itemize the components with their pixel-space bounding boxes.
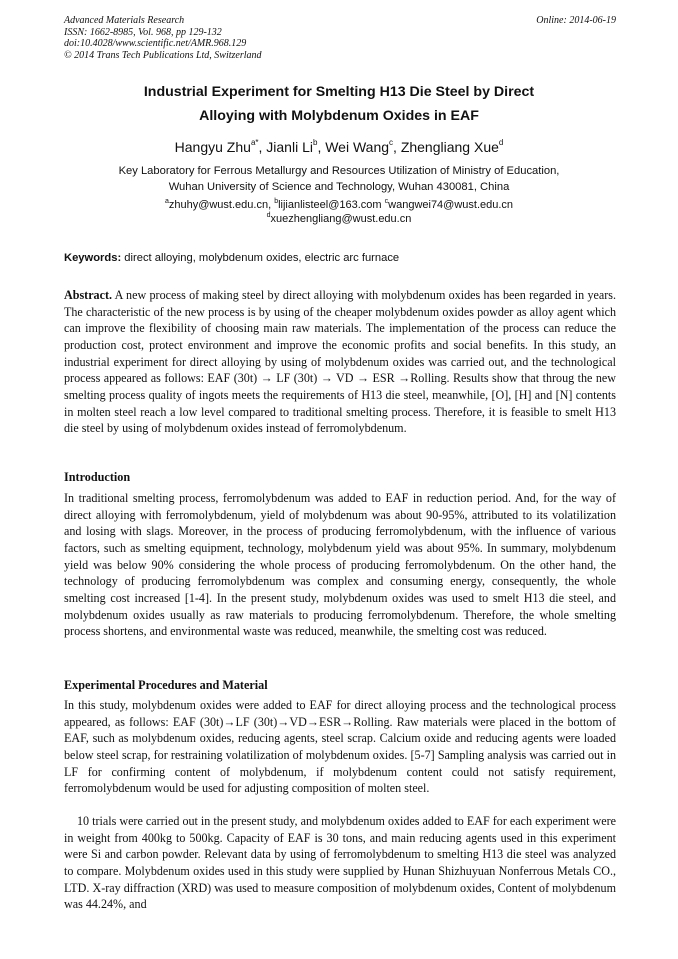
introduction-paragraph: In traditional smelting process, ferromolybdenum was added to EAF in reduction period. And, for the way of direct alloying with ferromolybdenum, yield of molybdenum was about 90-95%, attributed to its volatilization and losing with slags. Moreover, in the process of producing ferromolybdenum, with the influence of various factors, such as smelting equipment, technology, molybdenum yield was about 95%. In summary, molybdenum yield was below 90% considering the whole process of producing ferromolybdenum. On the other hand, the technology of producing ferromolybdenum was complex and consuming energy, consequently, the whole smelting cost increased [1-4]. In the present study, molybdenum oxides was used to smelt H13 die steel, and molybdenum oxides usually as raw materials to producing ferromolybdenum. Therefore, the whole smelting process shortens, and environmental waste was reduced, meanwhile, the smelting cost was reduced.: [64, 491, 616, 639]
abstract-text: A new process of making steel by direct alloying with molybdenum oxides has been regarded in years. The characteristic of the new process is by using of the cheaper molybdenum oxides powder as alloy agent which can improve the flexibility of choosing main raw materials. The implementation of the process can reduce the production cost, protect environment and improve the economic profits and social benefits. In this study, an industrial experiment for direct alloying by using of molybdenum oxides was carried out, and the technological process appeared as follows: EAF (30t) → LF (30t) → VD → ESR →Rolling. Results show that throug the new smelting process quality of ingots meets the requirements of H13 die steel, meanwhile, [O], [H] and [N] contents in molten steel reach a low level compared to traditional smelting process. Therefore, it is feasible to smelt H13 die steel by using of molybdenum oxides instead of ferromolybdenum.: [64, 288, 616, 436]
affiliation-line-2: Wuhan University of Science and Technology, Wuhan 430081, China: [168, 180, 510, 193]
author-separator: ,: [393, 139, 401, 155]
author-affil-mark: c: [389, 138, 394, 147]
author-name: Zhengliang Xue: [400, 139, 499, 155]
author-name: Jianli Li: [266, 139, 313, 155]
affiliation: [40, 164, 638, 195]
email-link[interactable]: lijianlisteel@163.com: [278, 199, 385, 211]
email-link[interactable]: zhuhy@wust.edu.cn,: [168, 199, 275, 211]
journal-issn: ISSN: 1662-8985, Vol. 968, pp 129-132: [64, 26, 222, 38]
journal-copyright: © 2014 Trans Tech Publications Ltd, Switzerland: [64, 49, 262, 61]
email-mark: d: [266, 211, 271, 219]
email-link[interactable]: wangwei74@wust.edu.cn: [388, 199, 514, 211]
section-heading-experimental: Experimental Procedures and Material: [64, 678, 268, 692]
experimental-paragraph-2: 10 trials were carried out in the present study, and molybdenum oxides added to EAF for each experiment were in weight from 400kg to 500kg. Capacity of EAF is 30 tons, and main reducing agents used in this experiment were Si and carbon powder. Relevant data by using of ferromolybdenum to smelting H13 die steel was analyzed to compare. Molybdenum oxides used in this study were supplied by Hunan Shizhuyuan Nonferrous Metals CO., LTD. X-ray diffraction (XRD) was used to measure composition of molybdenum oxides, Content of molybdenum was 44.24%, and: [64, 814, 616, 912]
email-line-1: [40, 199, 638, 213]
author-affil-mark: a*: [250, 138, 259, 147]
author-emails: [40, 199, 638, 226]
journal-doi: doi:10.4028/www.scientific.net/AMR.968.129: [64, 38, 247, 49]
affiliation-line-1: Key Laboratory for Ferrous Metallurgy and Resources Utilization of Ministry of Education,: [118, 165, 560, 177]
author-separator: ,: [258, 139, 267, 155]
journal-name: Advanced Materials Research: [64, 15, 185, 26]
email-mark: b: [274, 198, 279, 205]
abstract-label: Abstract.: [64, 288, 113, 302]
section-heading-introduction: Introduction: [64, 470, 131, 484]
paper-title: [40, 80, 638, 128]
author-name: Wei Wang: [325, 139, 390, 155]
author-affil-mark: b: [312, 138, 318, 147]
abstract: [64, 287, 616, 437]
author-list: [40, 137, 638, 157]
keywords-text: direct alloying, molybdenum oxides, electric arc furnace: [121, 252, 400, 264]
author-name: Hangyu Zhu: [174, 139, 251, 155]
title-line-2: Alloying with Molybdenum Oxides in EAF: [199, 108, 479, 124]
experimental-paragraph-1: In this study, molybdenum oxides were added to EAF for direct alloying process and the technological process appeared, as follows: EAF (30t)→LF (30t)→VD→ESR→Rolling. Raw materials were placed in the bottom of EAF, such as molybdenum oxides, reducing agents, steel scrap. Calcium oxide and reducing agents were loaded below steel scrap, for restraining volatilization of molybdenum oxides. [5-7] Sampling analysis was carried out in LF for confirming content of molybdenum, if molybdenum content could not satisfy requirement, ferromolybdenum would be used for adjusting composition of molten steel.: [64, 698, 616, 796]
title-line-1: Industrial Experiment for Smelting H13 Die Steel by Direct: [143, 84, 535, 100]
email-mark: c: [384, 198, 389, 205]
author-affil-mark: d: [498, 138, 504, 147]
email-link[interactable]: xuezhengliang@wust.edu.cn: [270, 212, 412, 225]
online-date: Online: 2014-06-19: [536, 15, 616, 26]
keywords-label: Keywords:: [64, 252, 122, 264]
keywords: [64, 251, 624, 265]
email-line-2: [40, 213, 638, 227]
author-separator: ,: [317, 139, 326, 155]
journal-header: [64, 15, 624, 61]
email-mark: a: [164, 198, 169, 205]
